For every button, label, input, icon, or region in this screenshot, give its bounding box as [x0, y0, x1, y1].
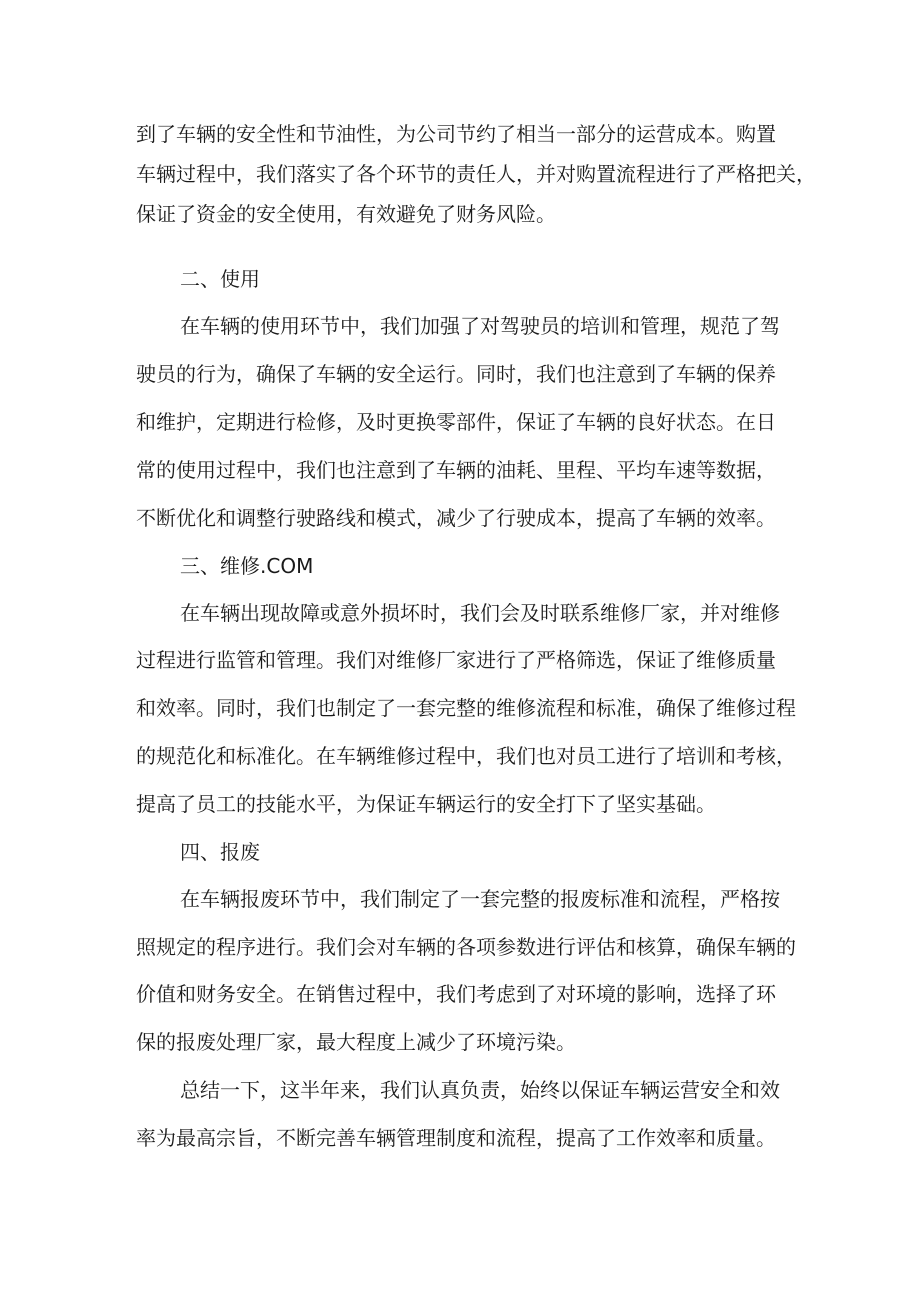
text-line: 在车辆出现故障或意外损坏时，我们会及时联系维修厂家，并对维修 [180, 601, 780, 625]
text-line: 提高了员工的技能水平，为保证车辆运行的安全打下了坚实基础。 [136, 792, 716, 816]
section-heading-use: 二、使用 [180, 267, 260, 291]
text-line: 到了车辆的安全性和节油性，为公司节约了相当一部分的运营成本。购置 [136, 122, 776, 146]
text-line: 保的报废处理厂家，最大程度上减少了环境污染。 [136, 1030, 576, 1054]
text-line: 在车辆的使用环节中，我们加强了对驾驶员的培训和管理，规范了驾 [180, 314, 780, 338]
text-line: 过程进行监管和管理。我们对维修厂家进行了严格筛选，保证了维修质量 [136, 648, 776, 672]
text-line: 和维护，定期进行检修，及时更换零部件，保证了车辆的良好状态。在日 [136, 410, 776, 434]
section-heading-repair: 三、维修.COM [180, 554, 314, 578]
text-line: 价值和财务安全。在销售过程中，我们考虑到了对环境的影响，选择了环 [136, 982, 776, 1006]
text-line: 驶员的行为，确保了车辆的安全运行。同时，我们也注意到了车辆的保养 [136, 362, 776, 386]
text-line: 总结一下，这半年来，我们认真负责，始终以保证车辆运营安全和效 [180, 1078, 780, 1102]
text-line: 在车辆报废环节中，我们制定了一套完整的报废标准和流程，严格按 [180, 887, 780, 911]
section-heading-scrap: 四、报废 [180, 840, 260, 864]
text-line: 车辆过程中，我们落实了各个环节的责任人，并对购置流程进行了严格把关， [136, 162, 816, 186]
text-line: 保证了资金的安全使用，有效避免了财务风险。 [136, 202, 556, 226]
text-line: 不断优化和调整行驶路线和模式，减少了行驶成本，提高了车辆的效率。 [136, 506, 776, 530]
text-line: 和效率。同时，我们也制定了一套完整的维修流程和标准，确保了维修过程 [136, 696, 796, 720]
text-line: 的规范化和标准化。在车辆维修过程中，我们也对员工进行了培训和考核， [136, 744, 796, 768]
text-line: 照规定的程序进行。我们会对车辆的各项参数进行评估和核算，确保车辆的 [136, 935, 796, 959]
text-line: 常的使用过程中，我们也注意到了车辆的油耗、里程、平均车速等数据， [136, 458, 776, 482]
text-line: 率为最高宗旨，不断完善车辆管理制度和流程，提高了工作效率和质量。 [136, 1126, 776, 1150]
